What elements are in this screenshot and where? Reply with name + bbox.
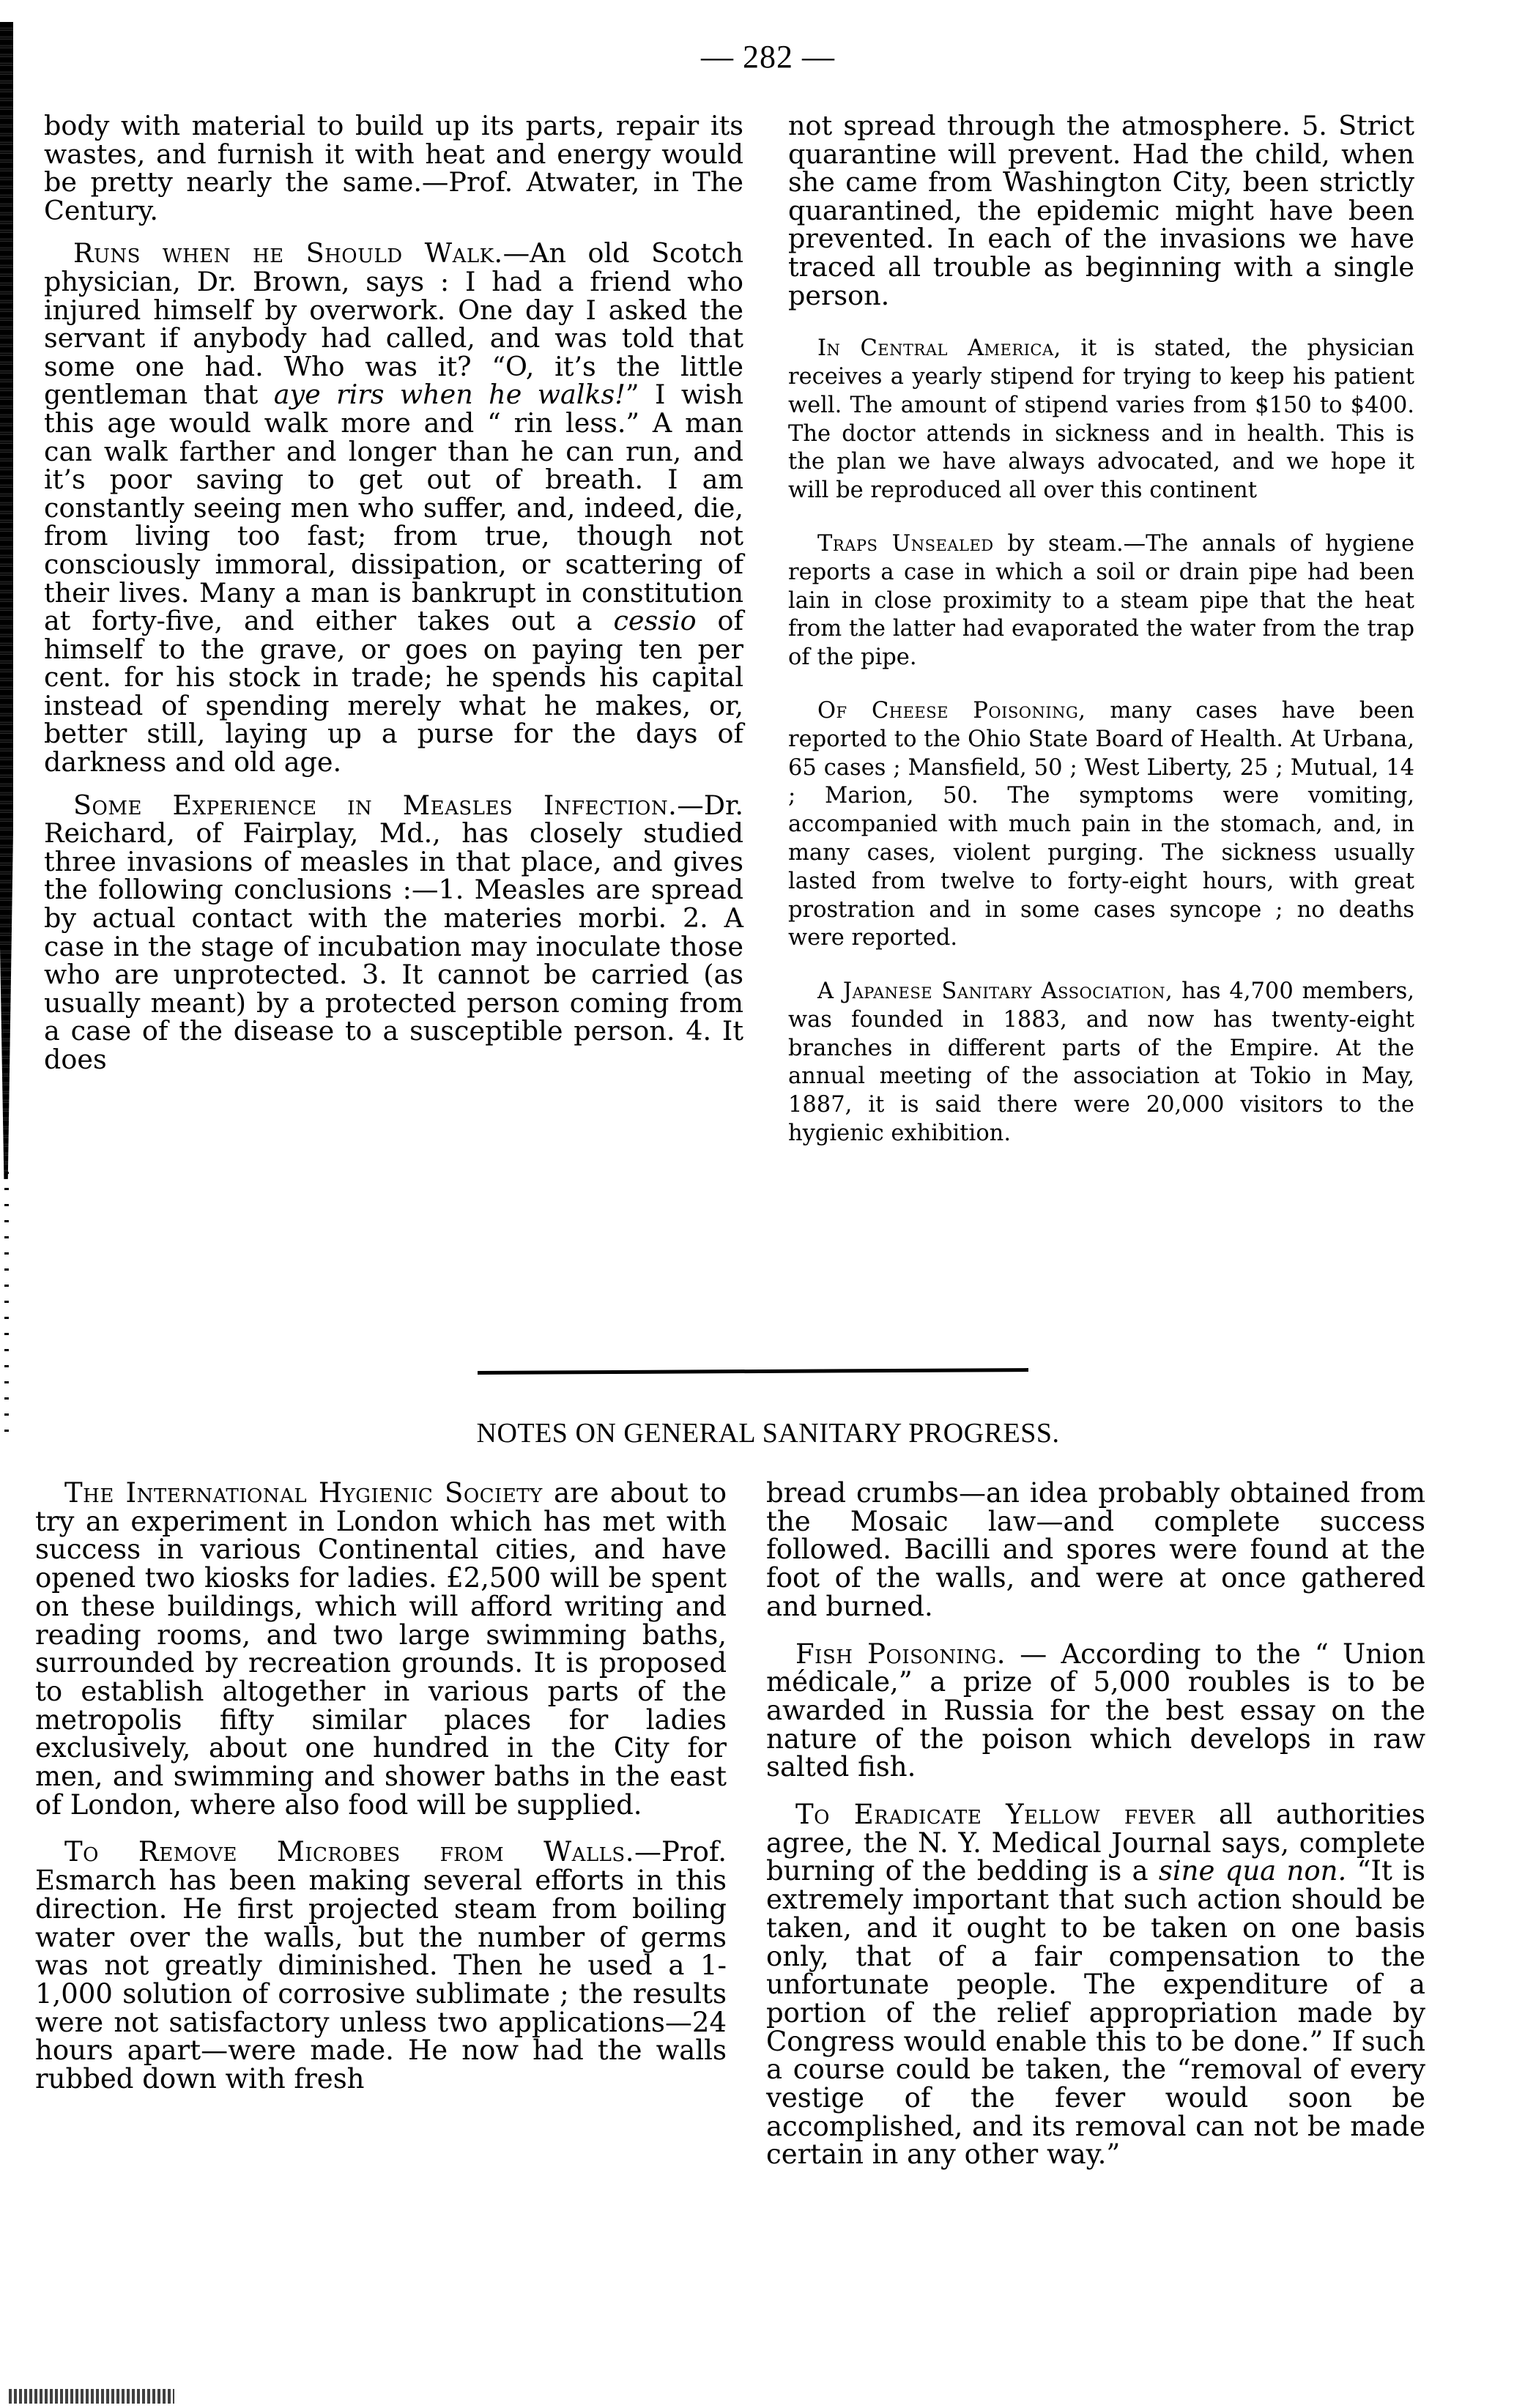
paragraph-text: by steam.—The annals of hygiene reports a case in which a soil or drain pipe had been lain in close proximity to a steam pipe that the heat from the latter had evaporated the water from the trap of the pipe. xyxy=(788,530,1414,671)
paragraph-heading: Of Cheese Poisoning, xyxy=(817,697,1086,724)
paragraph-heading: The International Hygienic Society xyxy=(64,1477,543,1509)
scan-artifact-dots xyxy=(4,1172,9,1435)
paragraph-heading: Runs when he Should Walk. xyxy=(73,237,503,270)
article-column-bottom-right xyxy=(766,1479,1425,2184)
paragraph-heading: To Eradicate Yellow fever xyxy=(795,1799,1195,1831)
paragraph-text: are about to try an experiment in London which has met with success in various Continental cities, and have opened two kiosks for ladies. £2,500 will be spent on these buildings, which will afford writing and reading rooms, and two large swimming baths, surrounded by recreation grounds. It is proposed to establish altogether in various parts of the metropolis fifty similar places for ladies exclusively, about one hundred in the City for men, and swimming and shower baths in the east of London, where also food will be supplied. xyxy=(35,1477,727,1821)
paragraph-international-hygienic-society xyxy=(35,1479,727,1819)
scanned-binding-edge xyxy=(0,22,13,1179)
paragraph-text: —An old Scotch physician, Dr. Brown, says : I had a friend who injured himself by overwork. One day I asked the servant if anybody had called, and was told that some one had. Who was it? “O, it’s the little gentleman that xyxy=(44,237,744,411)
paragraph-heading: A Japanese Sanitary Association, xyxy=(817,978,1173,1005)
paragraph-yellow-fever xyxy=(766,1801,1425,2169)
paragraph-traps-unsealed xyxy=(788,530,1414,672)
paragraph-text: — According to the “ Union médicale,” a prize of 5,000 roubles is to be awarded in Russia for the best essay on the nature of the poison which develops in raw salted fish. xyxy=(766,1638,1425,1783)
paragraph-text: has 4,700 members, was founded in 1883, and now has twenty-eight branches in different parts of the Empire. At the annual meeting of the association at Tokio in May, 1887, it is said there were 20,000 visitors to the hygienic exhibition. xyxy=(788,978,1414,1147)
paragraph-text: many cases have been reported to the Ohio State Board of Health. At Urbana, 65 cases ; Mansfield, 50 ; West Liberty, 25 ; Mutual, 14 ; Marion, 50. The symptoms were vomiting, accompanied with much pain in the stomach, and, in many cases, violent purging. The sickness usually lasted from twelve to forty-eight hours, with great prostration and in some cases syncope ; no deaths were reported. xyxy=(788,697,1414,951)
paragraph-measles-continued: not spread through the atmosphere. 5. Strict quarantine will prevent. Had the child, when she came from Washington City, been strictly quarantined, the epidemic might have been prevented. In each of the invasions we have traced all trouble as beginning with a single person. xyxy=(788,110,1414,311)
paragraph-heading: In Central America, xyxy=(817,335,1061,362)
section-divider-rule xyxy=(478,1368,1028,1375)
paragraph-atwater-quote: body with material to build up its parts, repair its wastes, and furnish it with heat and energy would be pretty nearly the same.—Prof. Atwater, in The Century. xyxy=(44,110,743,226)
paragraph-runs-when-he-should-walk xyxy=(44,239,743,776)
paragraph-microbes-continued: bread crumbs—an idea probably obtained from the Mosaic law—and complete success followed. Bacilli and spores were found at the foot of the walls, and were at once gathered and burned. xyxy=(766,1477,1425,1622)
article-column-top-left xyxy=(44,112,743,1089)
article-column-bottom-left xyxy=(35,1479,727,2108)
article-column-top-right xyxy=(788,112,1414,1163)
paragraph-cheese-poisoning xyxy=(788,697,1414,953)
page-number: — 282 — xyxy=(701,39,835,75)
paragraph-central-america xyxy=(788,335,1414,505)
italic-phrase: sine qua non. xyxy=(1158,1855,1347,1887)
paragraph-text: ” I wish this age would walk more and “ rin less.” A man can walk farther and longer than he can run, and it’s poor saving to get out of breath. I am constantly seeing men who suffer, and, indeed, die, from living too fast; from true, though not consciously immoral, dissipation, or scattering of their lives. Many a man is bankrupt in constitution at forty-five, and either takes out a xyxy=(44,379,744,637)
italic-phrase: aye rirs when he walks! xyxy=(273,379,626,411)
paragraph-measles-infection xyxy=(44,789,743,1075)
paragraph-text: —Dr. Reichard, of Fairplay, Md., has closely studied three invasions of measles in that place, and gives the following conclusions :—1. Measles are spread by actual contact with the materies morbi. 2. A case in the stage of incubation may inoculate those who are unprotected. 3. It cannot be carried (as usually meant) by a protected person coming from a case of the disease to a susceptible person. 4. It does xyxy=(44,789,743,1075)
paragraph-text: all authorities agree, the N. Y. Medical Journal says, complete burning of the bedding is a xyxy=(766,1799,1426,1887)
paragraph-text: “It is extremely important that such action should be taken, and it ought to be taken on one basis only, that of a fair compensation to the unfortunate people. The expenditure of a portion of the relief appropriation made by Congress would enable this to be done.” If such a course could be taken, the “removal of every vestige of the fever would soon be accomplished, and its removal can not be made certain in any other way.” xyxy=(766,1855,1426,2171)
paragraph-heading: Fish Poisoning. xyxy=(795,1638,1006,1670)
paragraph-text: of himself to the grave, or goes on paying ten per cent. for his stock in trade; he spends his capital instead of spending merely what he makes, or, better still, laying up a purse for the days of darkness and old age. xyxy=(44,605,743,778)
paragraph-japanese-sanitary-association xyxy=(788,978,1414,1148)
scan-artifact-footer xyxy=(9,2389,174,2404)
italic-phrase: cessio xyxy=(613,605,697,637)
paragraph-text: —Prof. Esmarch has been making several efforts in this direction. He first projected steam from boiling water over the walls, but the number of germs was not greatly diminished. Then he used a 1-1,000 solution of corrosive sublimate ; the results were not satisfactory unless two applications—24 hours apart—were made. He now had the walls rubbed down with fresh xyxy=(35,1836,727,2095)
paragraph-heading: Traps Unsealed xyxy=(817,530,994,557)
paragraph-heading: To Remove Microbes from Walls. xyxy=(64,1836,634,1868)
section-title: NOTES ON GENERAL SANITARY PROGRESS. xyxy=(476,1418,1060,1449)
paragraph-heading: Some Experience in Measles Infection. xyxy=(73,789,678,821)
paragraph-fish-poisoning xyxy=(766,1640,1425,1783)
paragraph-text: it is stated, the physician receives a yearly stipend for trying to keep his patient well. The amount of stipend varies from $150 to $400. The doctor attends in sickness and in health. This is the plan we have always advocated, and we hope it will be reproduced all over this continent xyxy=(788,335,1414,504)
paragraph-remove-microbes xyxy=(35,1838,727,2093)
